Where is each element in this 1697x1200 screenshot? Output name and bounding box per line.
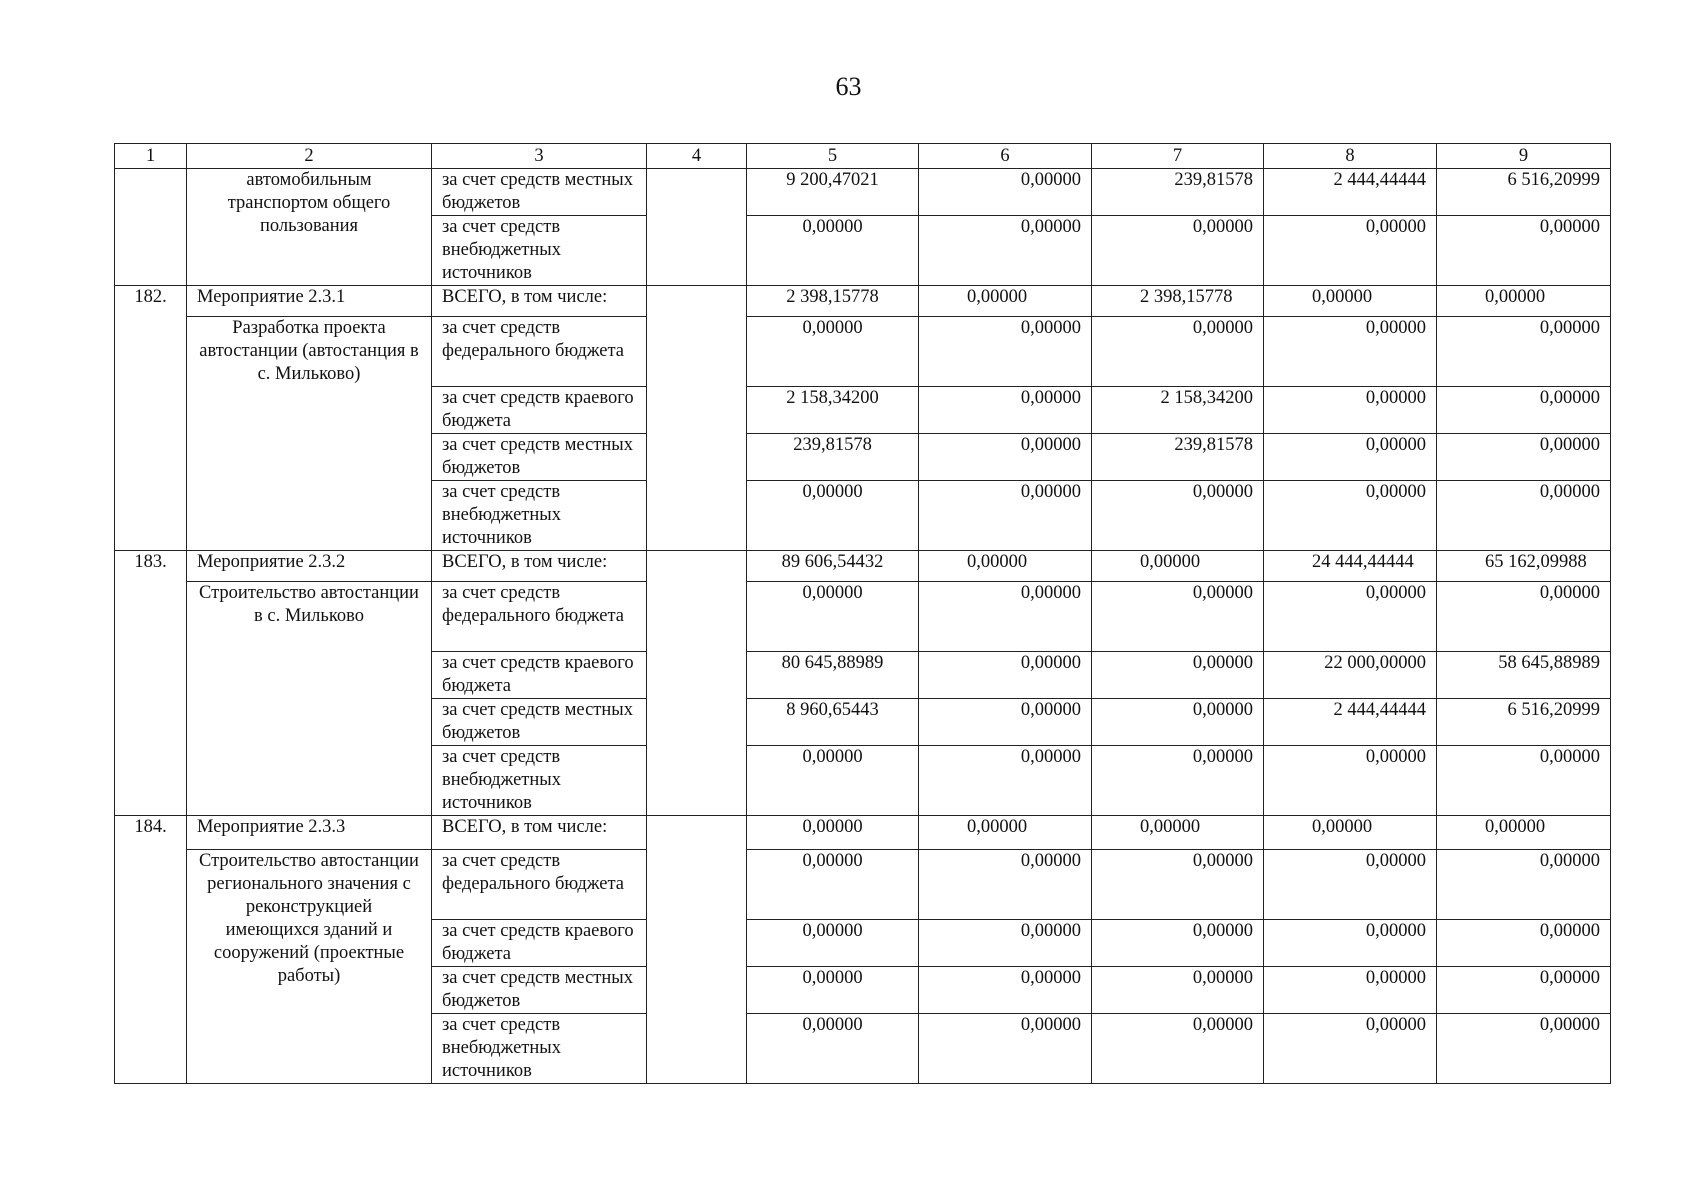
value-cell: 0,00000 bbox=[1437, 850, 1611, 920]
value-cell: 0,00000 bbox=[919, 286, 1092, 317]
value-cell: 0,00000 bbox=[919, 920, 1092, 967]
value-cell: 239,81578 bbox=[1092, 169, 1264, 216]
value-total-cell: 0,00000 bbox=[747, 216, 919, 286]
row-index: 183. bbox=[115, 551, 187, 816]
value-cell: 0,00000 bbox=[1264, 481, 1437, 551]
value-cell: 0,00000 bbox=[1264, 434, 1437, 481]
total-row bbox=[115, 551, 1611, 582]
value-total-cell: 0,00000 bbox=[747, 481, 919, 551]
col4-cell bbox=[647, 286, 747, 551]
value-cell: 0,00000 bbox=[1092, 816, 1264, 850]
funding-source-cell: за счет средств внебюджетных источников bbox=[432, 216, 647, 286]
value-total-cell: 0,00000 bbox=[747, 582, 919, 652]
funding-source-cell: за счет средств местных бюджетов bbox=[432, 967, 647, 1014]
total-label: ВСЕГО, в том числе: bbox=[432, 286, 647, 317]
value-cell: 65 162,09988 bbox=[1437, 551, 1611, 582]
value-total-cell: 2 158,34200 bbox=[747, 387, 919, 434]
value-total-cell: 0,00000 bbox=[747, 850, 919, 920]
table-row bbox=[115, 850, 1611, 920]
total-label: ВСЕГО, в том числе: bbox=[432, 816, 647, 850]
measure-title: Мероприятие 2.3.2 bbox=[187, 551, 432, 582]
value-total-cell: 2 398,15778 bbox=[747, 286, 919, 317]
value-cell: 6 516,20999 bbox=[1437, 169, 1611, 216]
table-row bbox=[115, 169, 1611, 216]
value-total-cell: 0,00000 bbox=[747, 317, 919, 387]
funding-table bbox=[114, 143, 1611, 1084]
value-cell: 0,00000 bbox=[1437, 434, 1611, 481]
value-cell: 0,00000 bbox=[1264, 850, 1437, 920]
value-cell: 0,00000 bbox=[1092, 850, 1264, 920]
row-index: 182. bbox=[115, 286, 187, 551]
value-cell: 0,00000 bbox=[919, 582, 1092, 652]
value-cell: 0,00000 bbox=[1264, 816, 1437, 850]
col4-cell bbox=[647, 169, 747, 286]
value-cell: 0,00000 bbox=[1092, 317, 1264, 387]
value-cell: 0,00000 bbox=[1264, 582, 1437, 652]
header-cell: 6 bbox=[919, 144, 1092, 169]
table-row bbox=[115, 317, 1611, 387]
value-cell: 0,00000 bbox=[1437, 481, 1611, 551]
value-total-cell: 239,81578 bbox=[747, 434, 919, 481]
value-total-cell: 8 960,65443 bbox=[747, 699, 919, 746]
row-index: 184. bbox=[115, 816, 187, 1084]
value-cell: 0,00000 bbox=[1437, 816, 1611, 850]
header-cell: 4 bbox=[647, 144, 747, 169]
measure-name-cell: Строительство автостанции регионального значения с реконструкцией имеющихся зданий и сооружений (проектные работы) bbox=[187, 850, 432, 1084]
funding-source-cell: за счет средств внебюджетных источников bbox=[432, 1014, 647, 1084]
page-number: 63 bbox=[835, 72, 862, 101]
value-cell: 0,00000 bbox=[1092, 551, 1264, 582]
funding-source-cell: за счет средств местных бюджетов bbox=[432, 169, 647, 216]
value-cell: 0,00000 bbox=[1092, 481, 1264, 551]
value-cell: 0,00000 bbox=[919, 1014, 1092, 1084]
value-cell: 0,00000 bbox=[1092, 1014, 1264, 1084]
value-cell: 239,81578 bbox=[1092, 434, 1264, 481]
value-cell: 0,00000 bbox=[1092, 216, 1264, 286]
measure-name-cell: Разработка проекта автостанции (автостанция в с. Мильково) bbox=[187, 317, 432, 551]
value-total-cell: 80 645,88989 bbox=[747, 652, 919, 699]
value-cell: 0,00000 bbox=[919, 434, 1092, 481]
header-cell: 8 bbox=[1264, 144, 1437, 169]
measure-name-cell: Строительство автостанции в с. Мильково bbox=[187, 582, 432, 816]
value-cell: 0,00000 bbox=[1092, 967, 1264, 1014]
measure-title: Мероприятие 2.3.3 bbox=[187, 816, 432, 850]
value-cell: 2 398,15778 bbox=[1092, 286, 1264, 317]
measure-name-cell: автомобильным транспортом общего пользования bbox=[187, 169, 432, 286]
total-row bbox=[115, 816, 1611, 850]
total-row bbox=[115, 286, 1611, 317]
value-total-cell: 0,00000 bbox=[747, 746, 919, 816]
funding-source-cell: за счет средств внебюджетных источников bbox=[432, 481, 647, 551]
value-cell: 0,00000 bbox=[1264, 286, 1437, 317]
value-cell: 58 645,88989 bbox=[1437, 652, 1611, 699]
value-total-cell: 9 200,47021 bbox=[747, 169, 919, 216]
header-cell: 5 bbox=[747, 144, 919, 169]
value-cell: 0,00000 bbox=[919, 169, 1092, 216]
value-cell: 2 158,34200 bbox=[1092, 387, 1264, 434]
table-body bbox=[115, 144, 1611, 1084]
value-cell: 2 444,44444 bbox=[1264, 169, 1437, 216]
value-cell: 0,00000 bbox=[1264, 920, 1437, 967]
value-cell: 0,00000 bbox=[1264, 317, 1437, 387]
funding-source-cell: за счет средств местных бюджетов bbox=[432, 434, 647, 481]
value-cell: 24 444,44444 bbox=[1264, 551, 1437, 582]
value-cell: 0,00000 bbox=[919, 652, 1092, 699]
value-cell: 0,00000 bbox=[919, 317, 1092, 387]
value-cell: 0,00000 bbox=[919, 967, 1092, 1014]
table-row bbox=[115, 582, 1611, 652]
value-cell: 2 444,44444 bbox=[1264, 699, 1437, 746]
value-cell: 0,00000 bbox=[1437, 317, 1611, 387]
value-cell: 0,00000 bbox=[1437, 920, 1611, 967]
funding-source-cell: за счет средств краевого бюджета bbox=[432, 652, 647, 699]
value-cell: 0,00000 bbox=[1092, 652, 1264, 699]
value-cell: 0,00000 bbox=[1092, 746, 1264, 816]
funding-source-cell: за счет средств внебюджетных источников bbox=[432, 746, 647, 816]
funding-source-cell: за счет средств местных бюджетов bbox=[432, 699, 647, 746]
value-cell: 0,00000 bbox=[919, 816, 1092, 850]
value-cell: 0,00000 bbox=[1264, 216, 1437, 286]
value-cell: 0,00000 bbox=[919, 481, 1092, 551]
value-cell: 0,00000 bbox=[1437, 1014, 1611, 1084]
value-total-cell: 89 606,54432 bbox=[747, 551, 919, 582]
header-cell: 7 bbox=[1092, 144, 1264, 169]
value-cell: 0,00000 bbox=[1437, 582, 1611, 652]
value-cell: 0,00000 bbox=[1092, 920, 1264, 967]
total-label: ВСЕГО, в том числе: bbox=[432, 551, 647, 582]
value-cell: 0,00000 bbox=[1437, 216, 1611, 286]
value-total-cell: 0,00000 bbox=[747, 816, 919, 850]
value-cell: 0,00000 bbox=[919, 551, 1092, 582]
col4-cell bbox=[647, 551, 747, 816]
value-cell: 0,00000 bbox=[919, 387, 1092, 434]
value-cell: 22 000,00000 bbox=[1264, 652, 1437, 699]
funding-source-cell: за счет средств федерального бюджета bbox=[432, 317, 647, 387]
value-cell: 0,00000 bbox=[1437, 967, 1611, 1014]
value-cell: 0,00000 bbox=[1437, 286, 1611, 317]
col4-cell bbox=[647, 816, 747, 1084]
value-total-cell: 0,00000 bbox=[747, 967, 919, 1014]
value-cell: 0,00000 bbox=[1092, 582, 1264, 652]
value-total-cell: 0,00000 bbox=[747, 920, 919, 967]
value-cell: 6 516,20999 bbox=[1437, 699, 1611, 746]
header-cell: 9 bbox=[1437, 144, 1611, 169]
value-cell: 0,00000 bbox=[919, 746, 1092, 816]
funding-source-cell: за счет средств федерального бюджета bbox=[432, 582, 647, 652]
value-cell: 0,00000 bbox=[919, 699, 1092, 746]
header-cell: 2 bbox=[187, 144, 432, 169]
header-cell: 3 bbox=[432, 144, 647, 169]
value-cell: 0,00000 bbox=[1092, 699, 1264, 746]
value-cell: 0,00000 bbox=[1437, 746, 1611, 816]
measure-title: Мероприятие 2.3.1 bbox=[187, 286, 432, 317]
value-total-cell: 0,00000 bbox=[747, 1014, 919, 1084]
funding-source-cell: за счет средств краевого бюджета bbox=[432, 387, 647, 434]
value-cell: 0,00000 bbox=[1264, 967, 1437, 1014]
header-row bbox=[115, 144, 1611, 169]
index-cell bbox=[115, 169, 187, 286]
value-cell: 0,00000 bbox=[1437, 387, 1611, 434]
value-cell: 0,00000 bbox=[919, 850, 1092, 920]
value-cell: 0,00000 bbox=[919, 216, 1092, 286]
funding-source-cell: за счет средств краевого бюджета bbox=[432, 920, 647, 967]
funding-source-cell: за счет средств федерального бюджета bbox=[432, 850, 647, 920]
value-cell: 0,00000 bbox=[1264, 1014, 1437, 1084]
value-cell: 0,00000 bbox=[1264, 746, 1437, 816]
value-cell: 0,00000 bbox=[1264, 387, 1437, 434]
header-cell: 1 bbox=[115, 144, 187, 169]
